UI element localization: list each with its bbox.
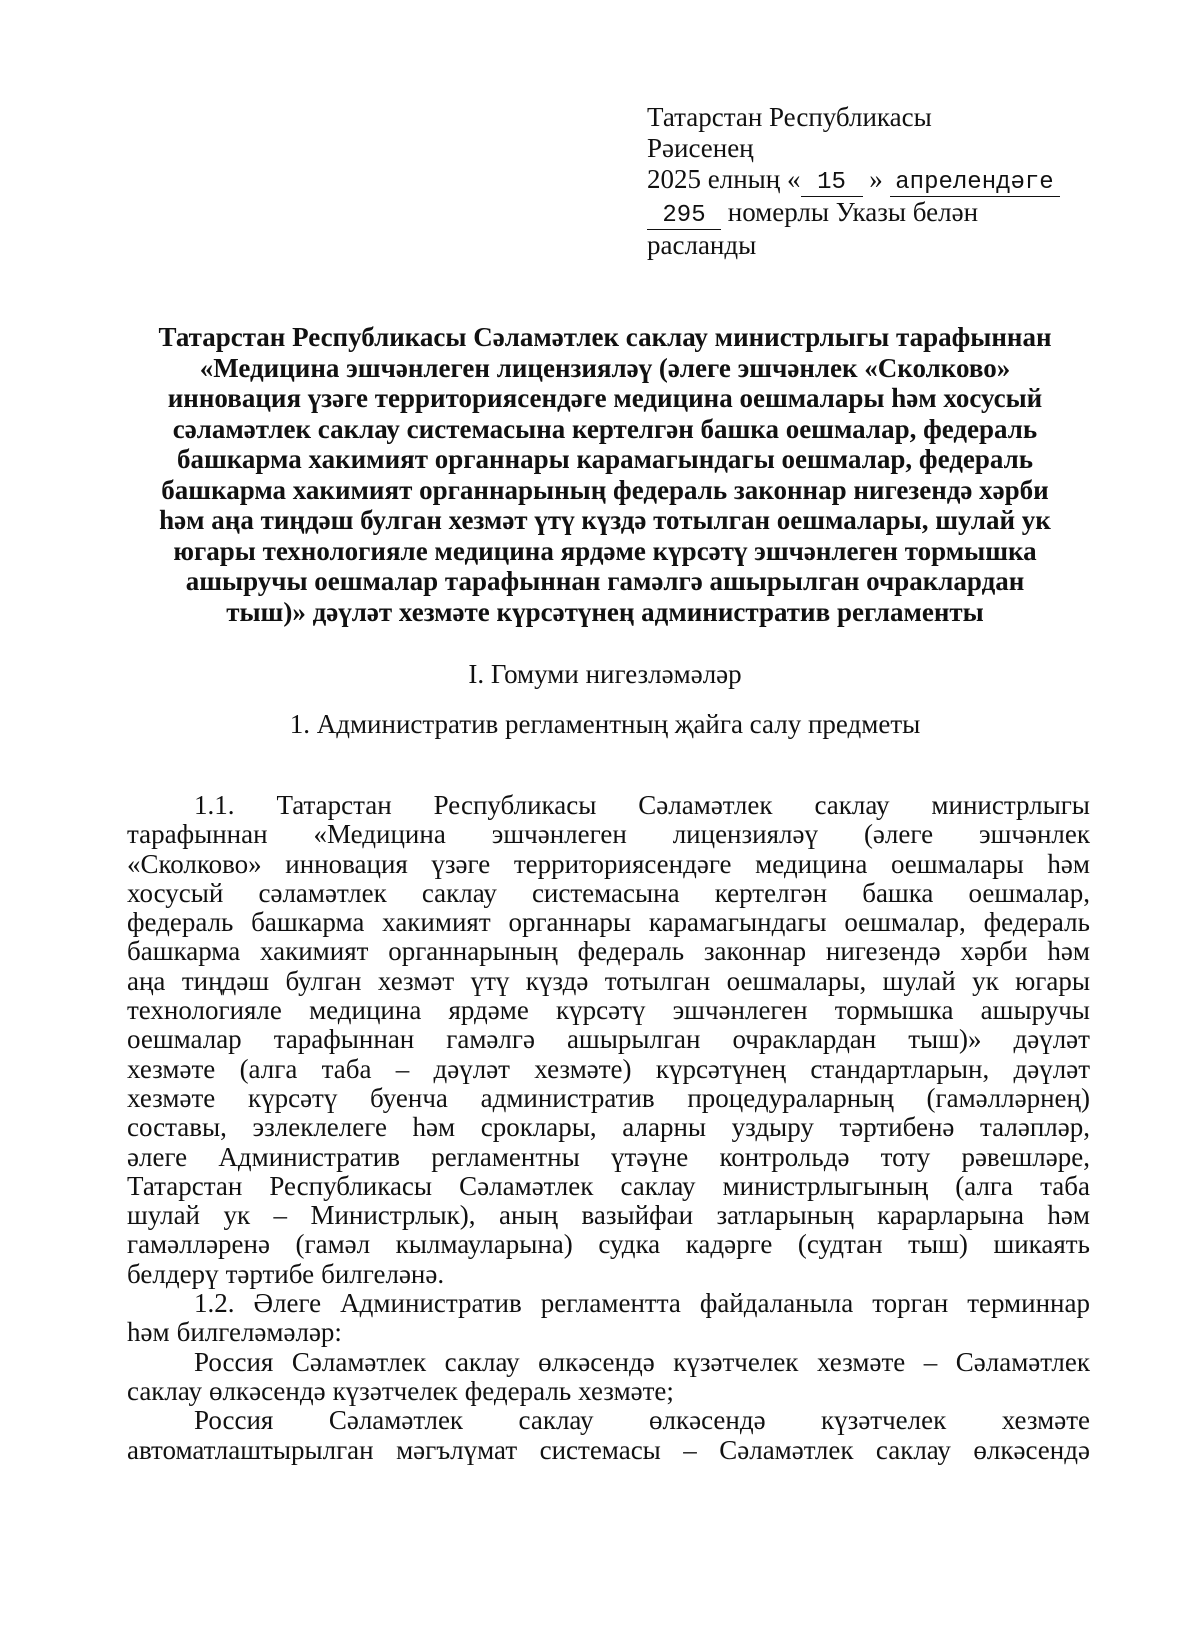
word: тиңдәш [181,965,270,996]
word: күзәтчелек [332,1375,458,1406]
approval-line-authority: Татарстан Республикасы [647,102,932,132]
body-line [127,1348,1090,1377]
word: аның [498,1200,559,1231]
word: күрсәтүнең [655,1053,787,1084]
word: федераль [464,1375,572,1406]
word: оешмалары [890,848,1024,879]
word: оешмалар, [844,907,966,938]
word: карарларына [877,1200,1024,1231]
word: Административ [340,1288,522,1319]
word: тотылган [604,965,711,996]
word: Әлеге [253,1288,322,1319]
word: Административ [218,1141,400,1172]
approval-line-date [647,164,1097,197]
document-title [120,322,1090,627]
handwritten-day: 15 [801,170,863,197]
body-line [127,937,1090,966]
word: Россия [194,1405,274,1436]
word: өлкәсендә [209,1375,326,1406]
word: күрсәтү [556,995,646,1026]
word: 1.1. [194,790,235,820]
title-line: башкарма хакимият органнары карамагындагы оешмалар, федераль [176,444,1034,474]
word: белдерү [127,1258,219,1289]
body-line [127,1084,1090,1113]
title-line: сәламәтлек саклау системасына кертелгән башка оешмалар, федераль [172,413,1038,444]
date-prefix: 2025 елның « [647,164,801,194]
word: саклау [127,1375,203,1406]
word: күзәтчелек [673,1346,799,1377]
word: шикаять [993,1229,1090,1260]
word: тормышка [834,995,954,1026]
word: саклау [875,1434,951,1465]
word: (гамәл [295,1229,371,1260]
body-line [127,1260,1090,1289]
word: системасына [531,877,680,908]
word: дәүләт [433,1053,510,1084]
word: тарафыннан [127,819,268,850]
word: инновация [285,848,408,879]
word: «Медицина [313,819,446,850]
word: процедураларның [687,1082,894,1113]
word: Сәламәтлек [291,1346,427,1377]
word: өлкәсендә [538,1346,655,1377]
word: хезмәте [127,1053,216,1084]
word: ашыручы [980,995,1090,1026]
section-heading-general: I. Гомуми нигезләмәләр [468,659,742,689]
word: тәртибенә [839,1112,955,1143]
section-heading-subject: 1. Административ регламентның җайга салу предметы [289,709,921,739]
body-line [127,820,1090,849]
word: булган [285,965,362,996]
word: законнар [703,936,807,967]
word: Сәламәтлек [459,1170,594,1201]
word: тарафыннан [273,1024,415,1055]
word: затларының [716,1200,854,1231]
word: хезмәте [816,1346,906,1377]
word: буенча [370,1082,448,1113]
word: һәм [1047,1200,1090,1231]
word: органнары [508,907,632,938]
word: (гамәлләрнең) [926,1082,1090,1113]
word: (әлеге [863,819,934,850]
word: үтәүне [611,1141,689,1172]
word: гамәлгә [446,1024,535,1055]
word: уздыру [731,1112,814,1143]
word: билгеләнә. [321,1258,445,1289]
word: хәрби [960,936,1028,967]
word: тәртибе [225,1258,315,1289]
approval-line-head: Рәисенең [647,133,754,163]
word: эшчәнлеген [672,995,808,1026]
word: таләпләр, [980,1112,1090,1143]
word: медицина [309,995,422,1026]
word: башка [862,877,934,908]
word: Республикасы [269,1170,433,1201]
word: башкарма [127,936,241,967]
word: һәм [1047,936,1090,967]
word: органнарының [388,936,558,967]
word: хезмәте; [578,1375,674,1406]
approval-line-decree [647,197,1097,230]
word: билгеләмәләр: [176,1317,342,1348]
word: шулай [127,1200,201,1231]
body-line [127,1377,1090,1406]
body-line [127,1201,1090,1230]
title-line: тыш)» дәүләт хезмәте күрсәтүнең административ регламенты [226,596,984,627]
word: (алга [955,1170,1013,1201]
word: – [273,1200,288,1231]
word: әлеге [127,1141,188,1172]
word: хезмәт [377,965,455,996]
body-line [127,879,1090,908]
word: хезмәте [1001,1405,1090,1436]
word: очраклардан [732,1024,877,1055]
word: министрлыгының [722,1170,929,1201]
word: таба [321,1053,372,1084]
word: составы, [127,1112,227,1143]
word: Татарстан [276,790,392,820]
word: үзәге [431,848,491,879]
handwritten-decree-number: 295 [647,203,721,230]
word: – [683,1434,697,1465]
body-line [127,1113,1090,1142]
word: стандартларын, [810,1053,990,1084]
body-line [127,1143,1090,1172]
body-line [127,967,1090,996]
word: эшчәнлеген [491,819,627,850]
body-line [127,1406,1090,1435]
word: терминнар [967,1288,1090,1319]
word: дәүләт [1013,1053,1090,1084]
word: күрсәтү [247,1082,338,1113]
word: контрольдә [719,1141,850,1172]
title-line: башкарма хакимият органнарының федераль законнар нигезендә хәрби [161,474,1049,505]
word: аларны [622,1112,707,1143]
body-line [127,1318,1090,1347]
word: Сәламәтлек [328,1405,464,1436]
word: территориясендәге [513,848,732,879]
word: ашырылган [566,1024,701,1055]
word: нигезендә [825,936,941,967]
word: Россия [194,1346,274,1377]
word: өлкәсендә [649,1405,766,1436]
word: автоматлаштырылган [127,1434,374,1465]
word: – [923,1346,938,1377]
word: хосусый [127,877,224,908]
word: өлкәсендә [973,1434,1090,1465]
word: федераль [127,907,234,938]
word: карамагындагы [648,907,827,938]
word: дәүләт [1013,1024,1090,1055]
word: башкарма [251,907,365,938]
word: тыш)» [908,1024,982,1055]
word: кадәрге [685,1229,773,1260]
word: үтү [470,965,510,996]
word: эзлеклелеге [252,1112,387,1143]
title-line: Татарстан Республикасы Сәламәтлек саклау министрлыгы тарафыннан [158,322,1052,352]
word: күздә [525,965,589,996]
title-line: инновация үзәге территориясендәге медицина оешмалары һәм хосусый [167,383,1043,413]
body-line [127,1289,1090,1318]
word: лицензияләү [672,819,818,850]
body-line [127,791,1090,820]
title-line: «Медицина эшчәнлеген лицензияләү (әлеге эшчәнлек «Сколково» [199,352,1011,383]
word: саклау [620,1170,696,1201]
word: һәм [127,1317,170,1348]
body-line [127,996,1090,1025]
word: кылмауларына) [395,1229,573,1260]
word: оешмалар, [968,877,1090,908]
word: (судтан [797,1229,883,1260]
word: торган [872,1288,949,1319]
word: мәгълүмат [396,1434,518,1465]
word: тоту [880,1141,931,1172]
word: саклау [814,790,890,820]
title-line: һәм аңа тиңдәш булган хезмәт үтү күздә тотылган оешмалары, шулай ук [159,505,1051,535]
word: хезмәте) [534,1053,632,1084]
word: федераль [983,907,1090,938]
decree-text: номерлы Указы белән [727,197,979,227]
word: рәвешләре, [961,1141,1090,1172]
word: аңа [127,965,166,996]
word: сәламәтлек [258,877,387,908]
word: оешмалар [127,1024,242,1055]
date-mid: » [869,164,883,194]
word: ук [223,1200,251,1231]
word: административ [480,1082,655,1113]
word: 1.2. [194,1288,235,1319]
word: эшчәнлек [979,819,1090,850]
word: һәм [412,1112,456,1143]
body-line [127,1172,1090,1201]
word: кертелгән [714,877,828,908]
word: күзәтчелек [821,1405,947,1436]
approval-stamp [647,102,1097,261]
word: сроклары, [480,1112,597,1143]
word: Сәламәтлек [638,790,773,820]
word: хакимият [382,907,491,938]
word: Республикасы [433,790,597,820]
word: таба [1040,1170,1090,1201]
word: шулай [882,965,956,996]
body-line [127,1025,1090,1054]
word: хакимият [259,936,369,967]
word: файдаланыла [699,1288,854,1319]
word: федераль [577,936,685,967]
handwritten-month: апрелендәге [890,170,1060,197]
word: регламентны [431,1141,580,1172]
body-line [127,1230,1090,1259]
body-line [127,1055,1090,1084]
word: Министрлык), [310,1200,476,1231]
word: судка [598,1229,661,1260]
body-line [127,908,1090,937]
title-line: югары технологияле медицина ярдәме күрсәтү эшчәнлеген тормышка [173,535,1037,566]
body-line [127,850,1090,879]
word: саклау [518,1405,594,1436]
word: һәм [1047,848,1090,879]
approval-line-approved: расланды [647,230,757,260]
word: ук [972,965,999,996]
word: технологияле [127,995,282,1026]
word: гамәлләренә [127,1229,270,1260]
word: регламентта [540,1288,681,1319]
word: (алга [239,1053,298,1084]
title-line: ашыручы оешмалар тарафыннан гамәлгә ашырылган очраклардан [185,566,1025,596]
word: системасы [539,1434,661,1465]
document-body [127,791,1090,1465]
word: «Сколково» [127,848,262,879]
word: медицина [755,848,868,879]
body-line [127,1436,1090,1465]
word: саклау [421,877,497,908]
word: министрлыгы [931,790,1090,820]
word: югары [1015,965,1090,996]
word: – [395,1053,410,1084]
word: вазыйфаи [581,1200,694,1231]
word: Сәламәтлек [719,1434,854,1465]
word: хезмәте [127,1082,216,1113]
word: тыш) [908,1229,968,1260]
word: оешмалары, [726,965,867,996]
word: Сәламәтлек [955,1346,1090,1377]
word: Татарстан [127,1170,243,1201]
word: саклау [444,1346,520,1377]
word: ярдәме [448,995,529,1026]
